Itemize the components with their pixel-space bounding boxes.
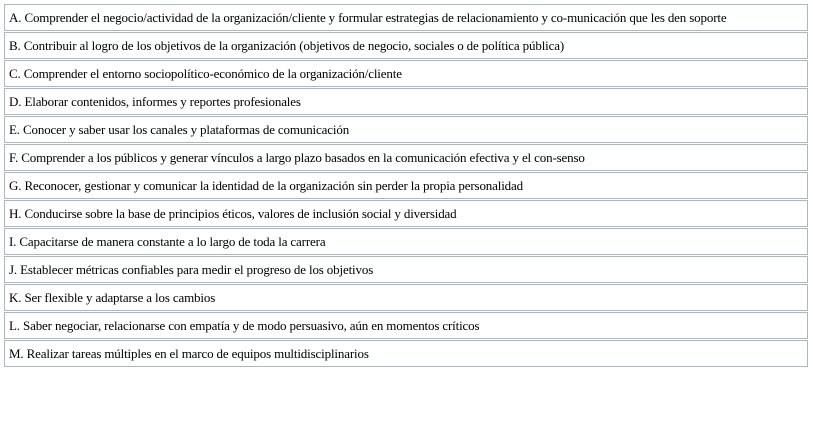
option-item-f[interactable]: [4, 144, 808, 171]
option-item-k[interactable]: [4, 284, 808, 311]
option-label: L. Saber negociar, relacionarse con empatía y de modo persuasivo, aún en momentos críticos: [9, 318, 480, 333]
option-label: D. Elaborar contenidos, informes y reportes profesionales: [9, 94, 301, 109]
option-label: K. Ser flexible y adaptarse a los cambios: [9, 290, 216, 305]
option-label: A. Comprender el negocio/actividad de la organización/cliente y formular estrategias de relacionamiento y co-municación que les den soporte: [9, 10, 727, 25]
option-label: M. Realizar tareas múltiples en el marco de equipos multidisciplinarios: [9, 346, 369, 361]
option-label: H. Conducirse sobre la base de principios éticos, valores de inclusión social y diversidad: [9, 206, 457, 221]
option-item-a[interactable]: [4, 4, 808, 31]
option-item-b[interactable]: [4, 32, 808, 59]
option-item-c[interactable]: [4, 60, 808, 87]
option-item-g[interactable]: [4, 172, 808, 199]
option-item-d[interactable]: [4, 88, 808, 115]
option-label: F. Comprender a los públicos y generar vínculos a largo plazo basados en la comunicación efectiva y el con-senso: [9, 150, 585, 165]
options-list: [4, 4, 808, 368]
option-label: G. Reconocer, gestionar y comunicar la identidad de la organización sin perder la propia personalidad: [9, 178, 524, 193]
option-item-h[interactable]: [4, 200, 808, 227]
option-label: E. Conocer y saber usar los canales y plataformas de comunicación: [9, 122, 350, 137]
option-label: C. Comprender el entorno sociopolítico-económico de la organización/cliente: [9, 66, 402, 81]
option-item-e[interactable]: [4, 116, 808, 143]
option-item-i[interactable]: [4, 228, 808, 255]
option-label: B. Contribuir al logro de los objetivos de la organización (objetivos de negocio, sociales o de política pública): [9, 38, 565, 53]
option-label: J. Establecer métricas confiables para medir el progreso de los objetivos: [9, 262, 374, 277]
option-item-l[interactable]: [4, 312, 808, 339]
option-item-j[interactable]: [4, 256, 808, 283]
option-label: I. Capacitarse de manera constante a lo largo de toda la carrera: [9, 234, 326, 249]
option-item-m[interactable]: [4, 340, 808, 367]
